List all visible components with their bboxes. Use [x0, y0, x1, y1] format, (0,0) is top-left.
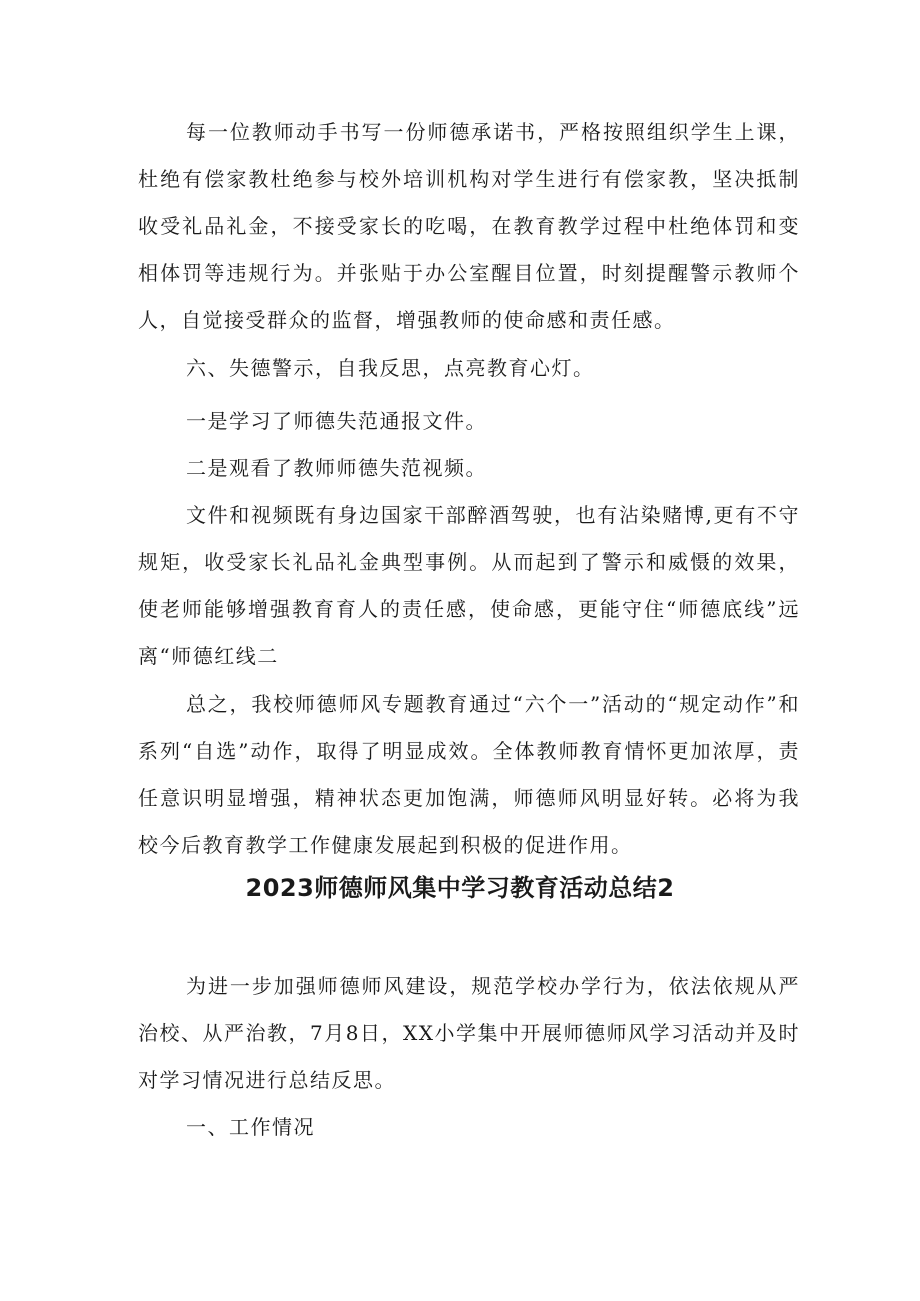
document-title: 2023师德师风集中学习教育活动总结2	[245, 874, 675, 902]
paragraph-summary: 总之，我校师德师风专题教育通过“六个一”活动的“规定动作”和系列“自选”动作，取得了明显成效。全体教师教育情怀更加浓厚，责任意识明显增强，精神状态更加饱满，师德师风明显好转。必将为我校今后教育教学工作健康发展起到积极的促进作用。	[138, 692, 800, 857]
paragraph-intro: 为进一步加强师德师风建设，规范学校办学行为，依法依规从严治校、从严治教，7月8日，XX小学集中开展师德师风学习活动并及时对学习情况进行总结反思。	[138, 974, 800, 1092]
paragraph-warning: 文件和视频既有身边国家干部醉酒驾驶，也有沾染赌博,更有不守规矩，收受家长礼品礼金典型事例。从而起到了警示和威慑的效果，使老师能够增强教育育人的责任感，使命感，更能守住“师德底线”远离“师德红线二	[138, 503, 800, 668]
list-item-first: 一是学习了师德失范通报文件。	[186, 409, 487, 433]
list-item-second: 二是观看了教师师德失范视频。	[186, 456, 487, 480]
paragraph-commitment: 每一位教师动手书写一份师德承诺书，严格按照组织学生上课，杜绝有偿家教杜绝参与校外培训机构对学生进行有偿家教，坚决抵制收受礼品礼金，不接受家长的吃喝，在教育教学过程中杜绝体罚和变相体罚等违规行为。并张贴于办公室醒目位置，时刻提醒警示教师个人，自觉接受群众的监督，增强教师的使命感和责任感。	[138, 120, 800, 332]
section-heading-one: 一、工作情况	[186, 1115, 315, 1139]
section-heading-six: 六、失德警示，自我反思，点亮教育心灯。	[186, 356, 595, 380]
